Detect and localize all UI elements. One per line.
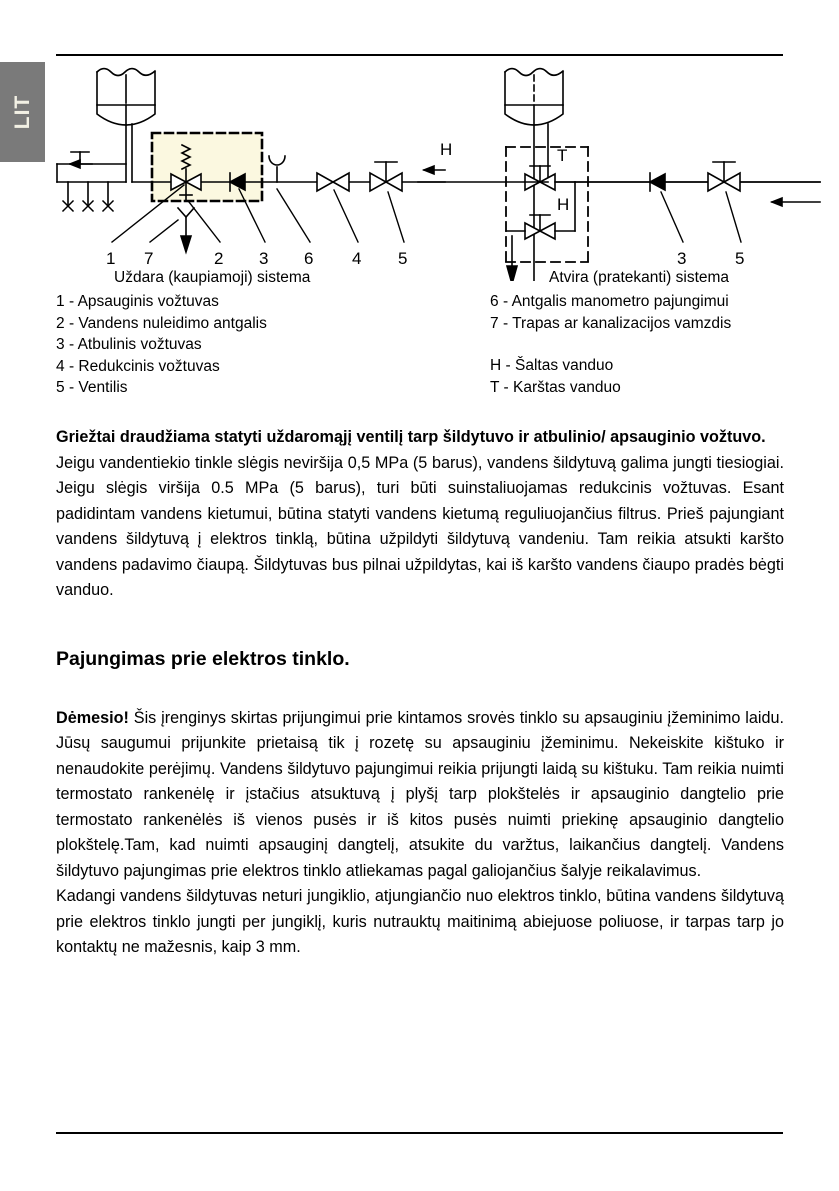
warning-paragraph: Griežtai draudžiama statyti uždaromąjį ventilį tarp šildytuvo ir atbulinio/ apsauginio vožtuvo. <box>56 428 766 446</box>
svg-text:3: 3 <box>677 249 687 268</box>
legend-separator: - <box>68 336 75 353</box>
legend-spacer <box>490 334 731 355</box>
left-heater-tank <box>97 69 155 183</box>
legend-value: Vandens nuleidimo antgalis <box>78 314 267 332</box>
document-body <box>56 425 784 961</box>
legend-separator: - <box>503 378 509 396</box>
legend-separator: - <box>68 379 75 396</box>
legend-value: Apsauginis vožtuvas <box>77 293 219 310</box>
legend-value: Ventilis <box>78 379 128 396</box>
svg-text:5: 5 <box>398 249 408 268</box>
legend-item <box>56 356 267 378</box>
legend-right <box>490 291 731 398</box>
right-hot-tap-symbol <box>525 166 555 190</box>
legend-key: H <box>490 357 502 374</box>
svg-text:7: 7 <box>144 249 154 268</box>
right-callout-labels <box>557 146 744 268</box>
legend-item <box>490 377 731 399</box>
legend-item <box>56 291 267 313</box>
legend-item <box>490 355 731 377</box>
svg-text:5: 5 <box>735 249 745 268</box>
attention-lead: Dėmesio! <box>56 708 129 727</box>
right-inlet-arrow <box>772 198 820 206</box>
legend-key: 5 <box>56 379 65 396</box>
legend-item <box>56 313 267 335</box>
legend-key: 3 <box>56 336 65 353</box>
language-tab-label: LIT <box>10 94 34 130</box>
legend-separator: - <box>502 314 509 332</box>
legend-key: 1 <box>56 293 65 310</box>
paragraph-2-text: Šis įrenginys skirtas prijungimui prie kintamos srovės tinklo su apsauginiu įžeminimo laidu. Jūsų saugumui prijunkite prietaisą tik į rozetę su apsauginiu įžeminimu. Nekeiskite kištuko ir nenaudokite perėjimų. Vandens šildytuvo pajungimui reikia prijungti laidą su kištuku. Tam reikia nuimti termostato rankenėlę ir įstačius atsuktuvą į plyšį tarp plokštelės ir apsauginio dangtelio prie termostato rankenėlės iš vienos pusės ir iš kitos pusės nuimti priekinę apsauginio dangtelio plokštelę.Tam, kad nuimti apsauginį dangtelį, atsukite du varžtus, laikančius dangtelį. Vandens šildytuvo pajungimas prie elektros tinklo atliekamas pagal galiojančius šalyje reikalavimus. <box>56 708 784 880</box>
legend-left <box>56 291 267 399</box>
legend-value: Trapas ar kanalizacijos vamzdis <box>512 314 732 332</box>
svg-text:2: 2 <box>214 249 224 268</box>
section-heading: Pajungimas prie elektros tinklo. <box>56 647 350 670</box>
paragraph-2 <box>56 706 784 885</box>
left-stop-valve-symbol <box>370 162 402 191</box>
legend-separator: - <box>68 357 75 375</box>
svg-text:6: 6 <box>304 249 314 268</box>
paragraph-3: Kadangi vandens šildytuvas neturi jungiklio, atjungiančio nuo elektros tinklo, būtina vandens šildytuvą prie elektros tinklo jungti per jungiklį, kuris nutrauktų maitinimą abiejuose poliuose, ir tarpas tarp jo kontaktų ne mažesnis, kaip 3 mm. <box>56 887 784 956</box>
legend-value: Redukcinis vožtuvas <box>78 357 220 375</box>
svg-text:4: 4 <box>352 249 362 268</box>
svg-text:H: H <box>440 140 453 159</box>
svg-text:H: H <box>557 195 570 214</box>
legend-separator: - <box>502 293 509 310</box>
legend-item <box>490 313 731 335</box>
right-cold-tap-symbol <box>506 215 555 239</box>
plumbing-diagrams <box>0 56 839 281</box>
legend-value: Karštas vanduo <box>513 378 621 396</box>
legend-item <box>56 377 267 399</box>
left-drain-outlet <box>178 208 194 252</box>
legend-separator: - <box>505 357 511 374</box>
legend-key: 7 <box>490 314 499 332</box>
diagram-svg <box>0 56 839 281</box>
legend-value: Šaltas vanduo <box>515 357 614 374</box>
legend-key: 2 <box>56 314 65 332</box>
svg-text:T: T <box>557 146 568 165</box>
legend-separator: - <box>68 293 75 310</box>
section-gap <box>56 604 784 646</box>
left-cold-inlet-arrow <box>418 166 445 182</box>
legend-value: Antgalis manometro pajungimui <box>511 293 729 310</box>
left-hot-outlet <box>57 152 126 211</box>
legend-key: 4 <box>56 357 65 375</box>
svg-text:1: 1 <box>106 249 116 268</box>
legend-item <box>490 291 731 313</box>
left-diagram-caption: Uždara (kaupiamoji) sistema <box>114 269 311 286</box>
footer-rule <box>56 1132 783 1134</box>
legend-key: T <box>490 378 500 396</box>
right-diagram-caption: Atvira (pratekanti) sistema <box>549 269 730 286</box>
legend-separator: - <box>68 314 75 332</box>
heading-gap <box>56 672 784 706</box>
paragraph-1: Jeigu vandentiekio tinkle slėgis neviršija 0,5 MPa (5 barus), vandens šildytuvą galima jungti tiesiogiai. Jeigu slėgis viršija 0.5 MPa (5 barus), turi būti suinstaliuojamas redukcinis vožtuvas. Esant padidintam vandens kietumui, būtina statyti vandens kietumą reguliuojančius filtrus. Prieš pajungiant vandens šildytuvą į elektros tinklą, būtina užpildyti šildytuvą vandeniu. Tam reikia atsukti karšto vandens padavimo čiaupą. Šildytuvas bus pilnai užpildytas, kai iš karšto vandens čiaupo pradės bėgti vanduo. <box>56 453 784 599</box>
legend-item <box>56 334 267 356</box>
legend-key: 6 <box>490 293 499 310</box>
right-callout-leaders <box>661 192 741 242</box>
right-stop-valve-symbol <box>708 162 740 191</box>
left-reducing-valve-symbol <box>317 173 349 191</box>
left-manometer-nozzle <box>269 156 285 182</box>
svg-text:3: 3 <box>259 249 269 268</box>
right-check-valve-symbol <box>650 173 665 191</box>
legend-value: Atbulinis vožtuvas <box>77 336 202 353</box>
